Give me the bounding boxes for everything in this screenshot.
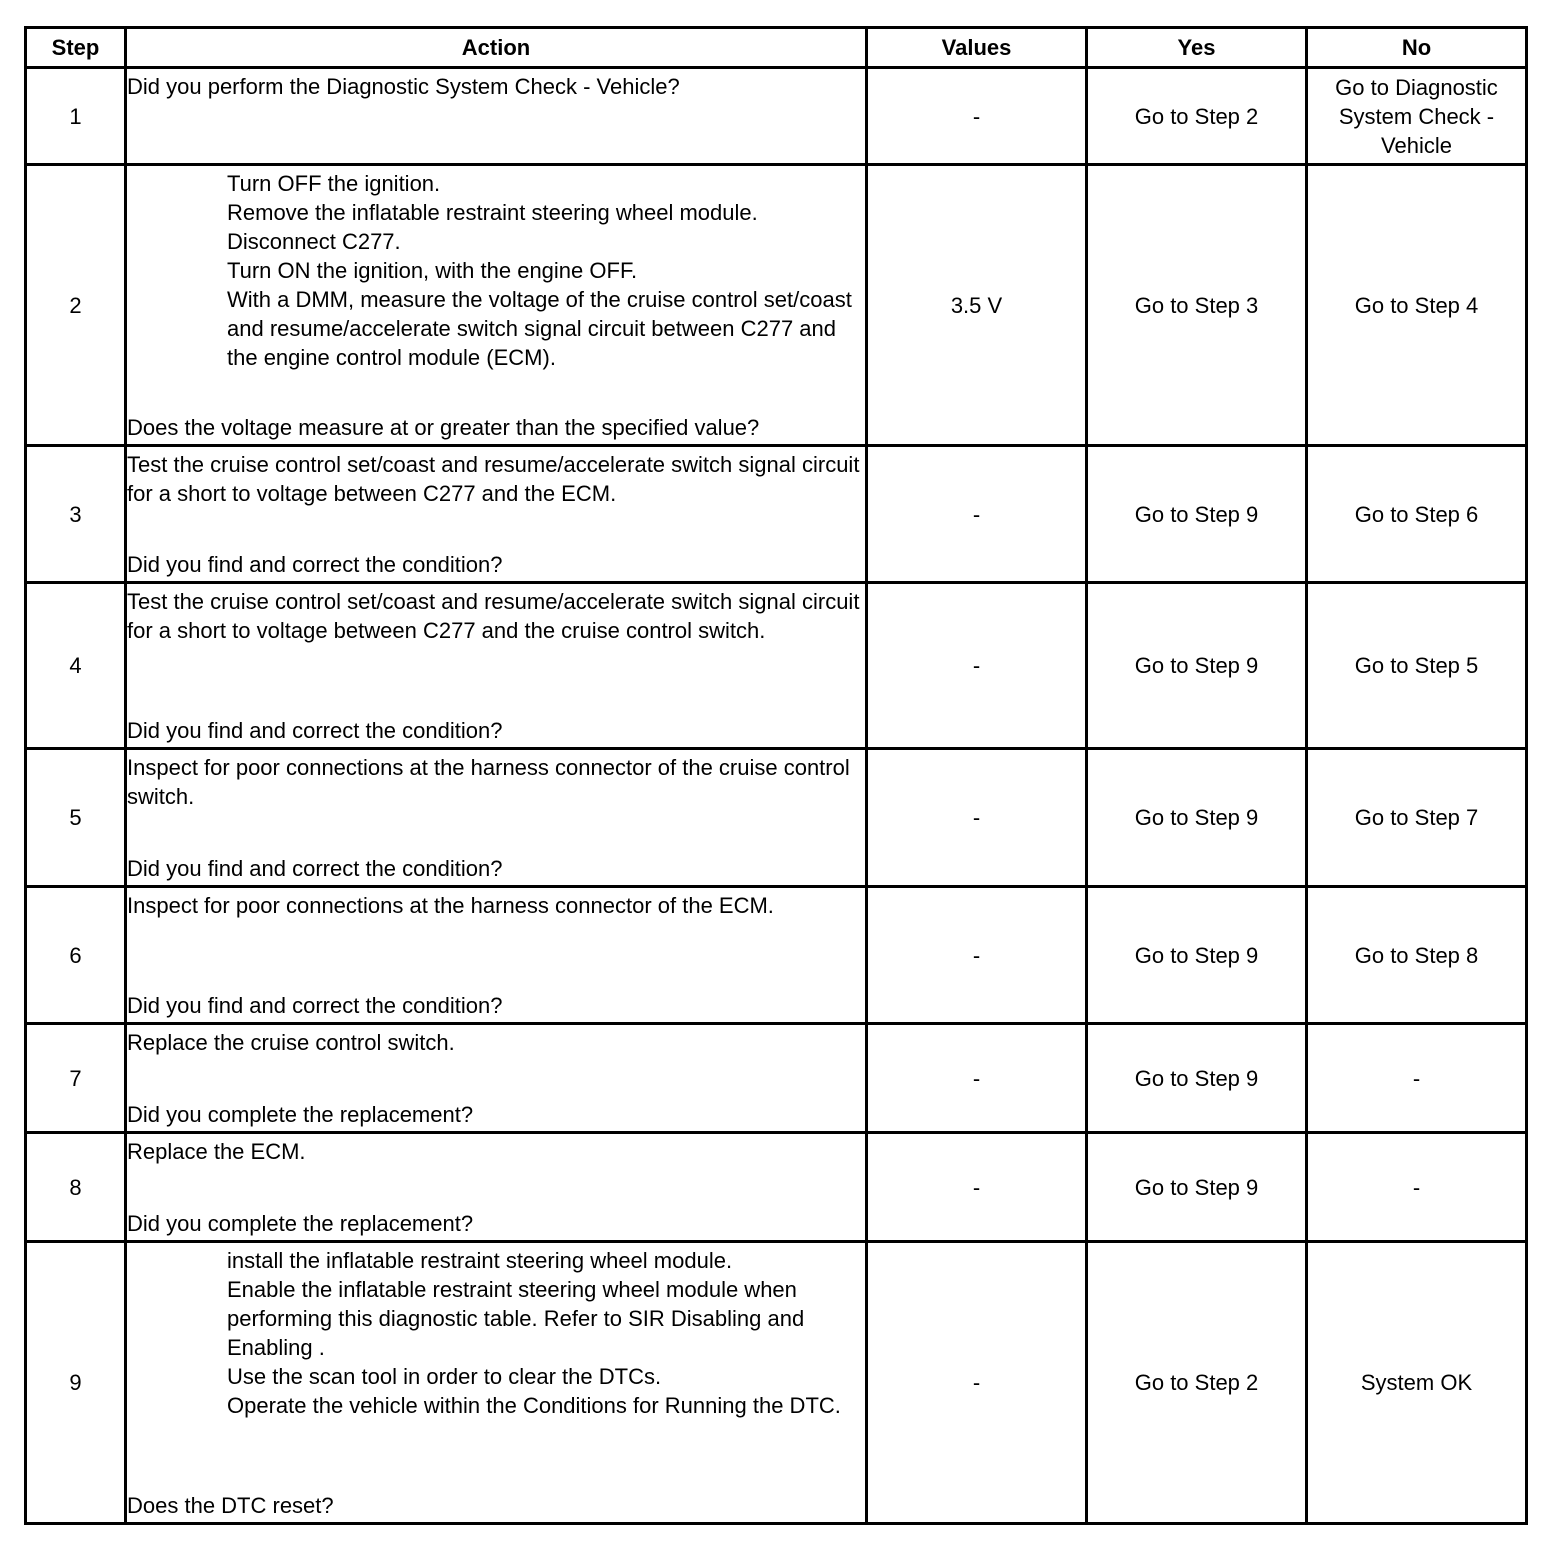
- yes-cell: Go to Step 3: [1087, 165, 1307, 446]
- action-cell: [126, 1242, 867, 1524]
- action-line: install the inflatable restraint steering wheel module.: [227, 1247, 733, 1273]
- action-question: Did you find and correct the condition?: [127, 551, 503, 577]
- no-cell: System OK: [1307, 1242, 1527, 1524]
- action-line: Disconnect C277.: [227, 228, 401, 254]
- yes-cell: Go to Step 9: [1087, 1024, 1307, 1133]
- value-cell: 3.5 V: [867, 165, 1087, 446]
- action-instructions: [127, 72, 865, 101]
- step-number: 8: [26, 1133, 126, 1242]
- yes-cell: Go to Step 9: [1087, 1133, 1307, 1242]
- action-line: Test the cruise control set/coast and resume/accelerate switch signal circuit for a short to voltage between C277 and the cruise control switch.: [127, 588, 860, 643]
- value-cell: -: [867, 1242, 1087, 1524]
- action-cell: [126, 446, 867, 583]
- step-number: 1: [26, 68, 126, 165]
- table-row: [26, 1133, 1527, 1242]
- action-line: Turn ON the ignition, with the engine OFF.: [227, 257, 638, 283]
- table-body: [26, 68, 1527, 1524]
- value-cell: -: [867, 749, 1087, 887]
- action-content: [127, 1028, 865, 1129]
- action-cell: [126, 583, 867, 749]
- action-cell: [126, 749, 867, 887]
- action-line: Replace the ECM.: [127, 1138, 306, 1164]
- action-question: Does the voltage measure at or greater than the specified value?: [127, 414, 760, 440]
- action-instructions: [127, 587, 865, 645]
- action-content: [127, 72, 865, 161]
- action-line: Remove the inflatable restraint steering wheel module.: [227, 199, 758, 225]
- yes-cell: Go to Step 9: [1087, 749, 1307, 887]
- no-cell: -: [1307, 1133, 1527, 1242]
- step-number: 4: [26, 583, 126, 749]
- action-line: Inspect for poor connections at the harness connector of the ECM.: [127, 892, 774, 918]
- header-no: No: [1307, 28, 1527, 68]
- yes-cell: Go to Step 9: [1087, 887, 1307, 1024]
- action-instructions: [127, 1137, 865, 1166]
- no-cell: Go to Step 7: [1307, 749, 1527, 887]
- action-question: Does the DTC reset?: [127, 1492, 334, 1518]
- step-number: 2: [26, 165, 126, 446]
- table-row: [26, 583, 1527, 749]
- action-cell: [126, 165, 867, 446]
- action-line: With a DMM, measure the voltage of the cruise control set/coast and resume/accelerate switch signal circuit between C277 and the engine control module (ECM).: [227, 286, 852, 370]
- step-number: 5: [26, 749, 126, 887]
- action-cell: [126, 68, 867, 165]
- action-cell: [126, 1133, 867, 1242]
- yes-cell: Go to Step 9: [1087, 446, 1307, 583]
- action-line: Use the scan tool in order to clear the DTCs.: [227, 1363, 662, 1389]
- yes-cell: Go to Step 9: [1087, 583, 1307, 749]
- action-line: Replace the cruise control switch.: [127, 1029, 455, 1055]
- table-row: [26, 749, 1527, 887]
- action-line: Inspect for poor connections at the harness connector of the cruise control switch.: [127, 754, 850, 809]
- table-row: [26, 165, 1527, 446]
- step-number: 7: [26, 1024, 126, 1133]
- value-cell: -: [867, 1024, 1087, 1133]
- action-content: [127, 169, 865, 442]
- header-step: Step: [26, 28, 126, 68]
- no-cell: Go to Step 5: [1307, 583, 1527, 749]
- table-row: [26, 68, 1527, 165]
- action-instructions: [127, 753, 865, 811]
- action-instructions: [127, 169, 865, 372]
- no-cell: -: [1307, 1024, 1527, 1133]
- yes-cell: Go to Step 2: [1087, 1242, 1307, 1524]
- table-row: [26, 1242, 1527, 1524]
- table-row: [26, 446, 1527, 583]
- no-cell: Go to Diagnostic System Check - Vehicle: [1307, 68, 1527, 165]
- action-content: [127, 450, 865, 579]
- action-content: [127, 1246, 865, 1520]
- action-line: Did you perform the Diagnostic System Check - Vehicle?: [127, 73, 680, 99]
- value-cell: -: [867, 887, 1087, 1024]
- header-values: Values: [867, 28, 1087, 68]
- action-line: Enable the inflatable restraint steering wheel module when performing this diagnostic table. Refer to SIR Disabling and Enabling .: [227, 1276, 805, 1360]
- yes-cell: Go to Step 2: [1087, 68, 1307, 165]
- step-number: 3: [26, 446, 126, 583]
- action-cell: [126, 887, 867, 1024]
- step-number: 6: [26, 887, 126, 1024]
- action-line: Operate the vehicle within the Conditions for Running the DTC.: [227, 1392, 841, 1418]
- value-cell: -: [867, 1133, 1087, 1242]
- header-action: Action: [126, 28, 867, 68]
- action-line: Turn OFF the ignition.: [227, 170, 441, 196]
- action-question: Did you find and correct the condition?: [127, 855, 503, 881]
- action-content: [127, 1137, 865, 1238]
- value-cell: -: [867, 68, 1087, 165]
- action-cell: [126, 1024, 867, 1133]
- action-question: Did you find and correct the condition?: [127, 992, 503, 1018]
- step-number: 9: [26, 1242, 126, 1524]
- header-yes: Yes: [1087, 28, 1307, 68]
- action-instructions: [127, 1028, 865, 1057]
- action-content: [127, 753, 865, 883]
- action-question: Did you find and correct the condition?: [127, 717, 503, 743]
- action-line: Test the cruise control set/coast and resume/accelerate switch signal circuit for a short to voltage between C277 and the ECM.: [127, 451, 860, 506]
- table-row: [26, 1024, 1527, 1133]
- no-cell: Go to Step 6: [1307, 446, 1527, 583]
- table-row: [26, 887, 1527, 1024]
- no-cell: Go to Step 4: [1307, 165, 1527, 446]
- action-instructions: [127, 891, 865, 920]
- action-question: Did you complete the replacement?: [127, 1210, 474, 1236]
- value-cell: -: [867, 583, 1087, 749]
- action-instructions: [127, 1246, 865, 1420]
- header-row: [26, 28, 1527, 68]
- action-content: [127, 587, 865, 745]
- action-content: [127, 891, 865, 1020]
- value-cell: -: [867, 446, 1087, 583]
- diagnostic-table: [24, 26, 1528, 1525]
- action-instructions: [127, 450, 865, 508]
- no-cell: Go to Step 8: [1307, 887, 1527, 1024]
- action-question: Did you complete the replacement?: [127, 1101, 474, 1127]
